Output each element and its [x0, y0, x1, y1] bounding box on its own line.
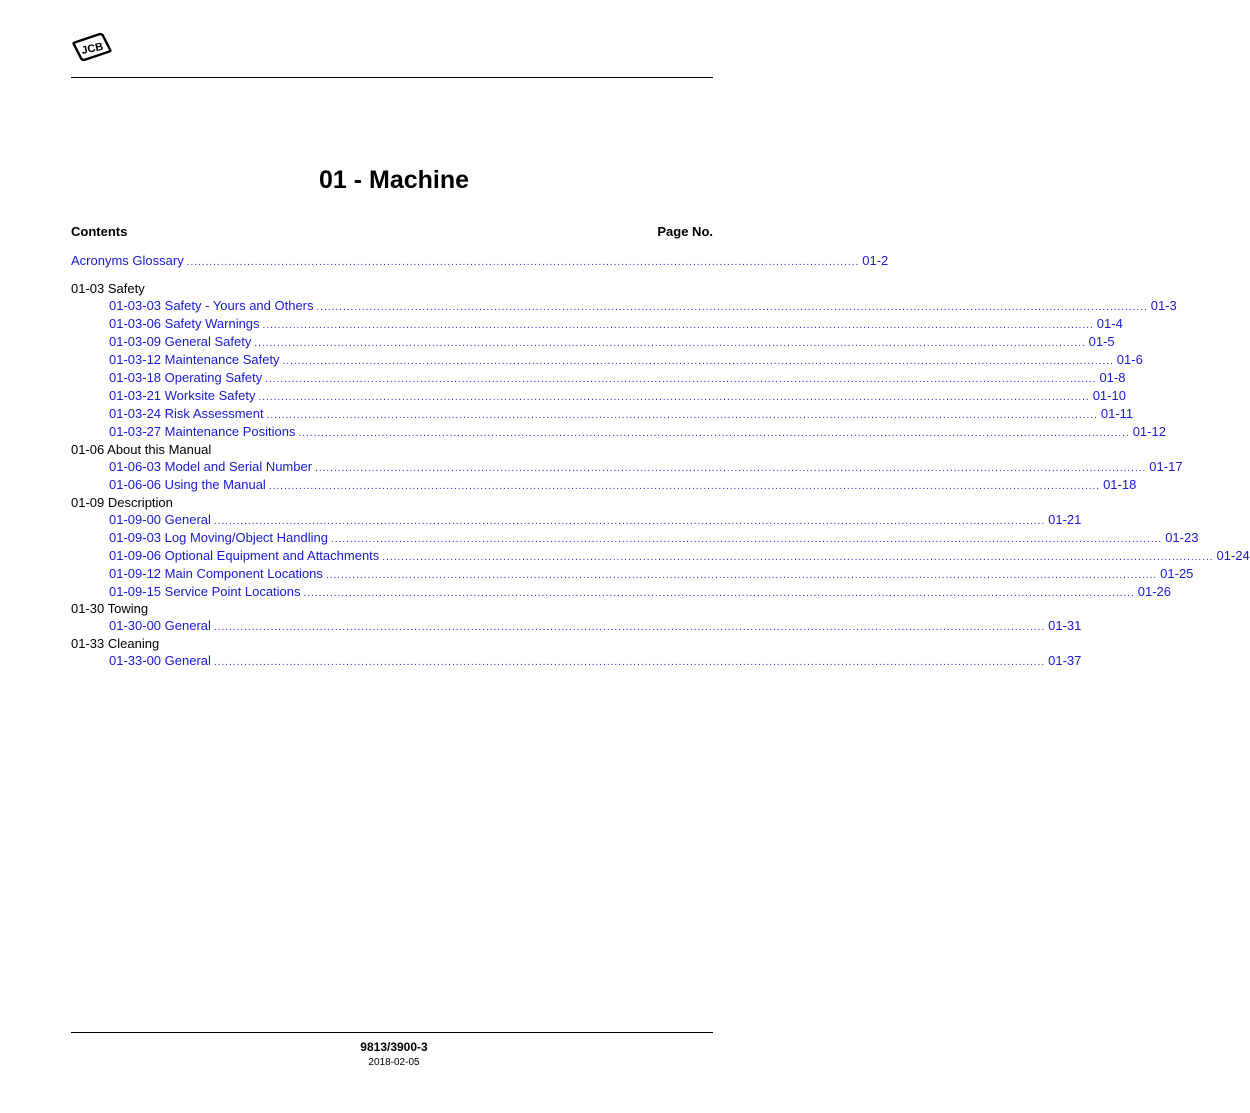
toc-entry-page: 01-11: [1100, 406, 1134, 421]
contents-heading: Contents: [71, 224, 128, 239]
header-rule: [71, 77, 713, 78]
toc-section-heading: 01-30 Towing: [71, 601, 149, 616]
toc-entry-label: 01-09-15 Service Point Locations: [109, 584, 301, 599]
toc-entry-page: 01-3: [1150, 298, 1177, 313]
svg-text:JCB: JCB: [80, 40, 105, 58]
toc-entry-page: 01-17: [1149, 459, 1183, 474]
toc-entry[interactable]: [109, 458, 1183, 476]
toc-entry-page: 01-6: [1116, 352, 1143, 367]
toc-entry-page: 01-31: [1048, 618, 1082, 633]
toc-entry[interactable]: [109, 511, 1082, 529]
toc-entry[interactable]: [109, 405, 1134, 423]
toc-entry-acronyms[interactable]: [71, 252, 889, 270]
footer-rule: [71, 1032, 713, 1033]
dot-leader: ............................................................................................................................................................................................................................: [265, 374, 1097, 385]
toc-entry[interactable]: [109, 617, 1082, 635]
dot-leader: ............................................................................................................................................................................................................................: [258, 392, 1090, 403]
toc-entry[interactable]: [109, 297, 1177, 315]
toc-entry-label: 01-03-12 Maintenance Safety: [109, 352, 280, 367]
dot-leader: ............................................................................................................................................................................................................................: [382, 552, 1214, 563]
publication-date: 2018-02-05: [368, 1057, 420, 1068]
dot-leader: ............................................................................................................................................................................................................................: [262, 320, 1094, 331]
toc-entry[interactable]: [109, 529, 1199, 547]
toc-entry-label: 01-03-18 Operating Safety: [109, 370, 263, 385]
toc-entry-page: 01-26: [1137, 584, 1171, 599]
dot-leader: ............................................................................................................................................................................................................................: [315, 463, 1147, 474]
dot-leader: ............................................................................................................................................................................................................................: [254, 338, 1086, 349]
toc-entry[interactable]: [109, 565, 1194, 583]
toc-entry-label: 01-03-09 General Safety: [109, 334, 252, 349]
toc-entry-label: 01-06-03 Model and Serial Number: [109, 459, 313, 474]
toc-entry[interactable]: [109, 387, 1126, 405]
toc-section-heading: 01-03 Safety: [71, 281, 145, 296]
toc-section-heading: 01-09 Description: [71, 495, 173, 510]
toc-entry-page: 01-4: [1096, 316, 1123, 331]
toc-entry-label: 01-09-06 Optional Equipment and Attachments: [109, 548, 380, 563]
dot-leader: ............................................................................................................................................................................................................................: [325, 570, 1158, 581]
toc-section-heading: 01-06 About this Manual: [71, 442, 212, 457]
dot-leader: ............................................................................................................................................................................................................................: [316, 302, 1148, 313]
toc-entry[interactable]: [109, 547, 1250, 565]
toc-entry-label: Acronyms Glossary: [71, 253, 184, 268]
toc-entry-page: 01-21: [1048, 512, 1082, 527]
dot-leader: ............................................................................................................................................................................................................................: [303, 588, 1135, 599]
toc-entry[interactable]: [109, 652, 1082, 670]
toc-entry-page: 01-18: [1103, 477, 1137, 492]
toc-entry[interactable]: [109, 583, 1171, 601]
toc-entry-page: 01-23: [1165, 530, 1199, 545]
toc-entry-page: 01-10: [1092, 388, 1126, 403]
toc-entry-label: 01-09-00 General: [109, 512, 211, 527]
dot-leader: ............................................................................................................................................................................................................................: [213, 622, 1046, 633]
dot-leader: ............................................................................................................................................................................................................................: [298, 428, 1130, 439]
document-number: 9813/3900-3: [360, 1040, 428, 1054]
page-no-heading: Page No.: [657, 224, 713, 239]
dot-leader: ..................................................................................................................................................................................: [186, 257, 860, 268]
toc-entry-label: 01-03-24 Risk Assessment: [109, 406, 264, 421]
toc-entry[interactable]: [109, 315, 1123, 333]
dot-leader: ............................................................................................................................................................................................................................: [268, 481, 1101, 492]
dot-leader: ............................................................................................................................................................................................................................: [282, 356, 1114, 367]
dot-leader: ............................................................................................................................................................................................................................: [213, 516, 1046, 527]
toc-entry-label: 01-03-03 Safety - Yours and Others: [109, 298, 314, 313]
dot-leader: ............................................................................................................................................................................................................................: [266, 410, 1098, 421]
toc-entry-page: 01-37: [1048, 653, 1082, 668]
toc-entry[interactable]: [109, 476, 1137, 494]
jcb-logo: [71, 30, 113, 64]
page-title: 01 - Machine: [318, 166, 470, 194]
toc-entry[interactable]: [109, 369, 1126, 387]
toc-entry[interactable]: [109, 333, 1115, 351]
toc-entry-label: 01-30-00 General: [109, 618, 211, 633]
dot-leader: ............................................................................................................................................................................................................................: [330, 534, 1163, 545]
toc-entry-label: 01-03-27 Maintenance Positions: [109, 424, 296, 439]
dot-leader: ............................................................................................................................................................................................................................: [213, 657, 1046, 668]
toc-entry-page: 01-2: [862, 253, 889, 268]
toc-entry[interactable]: [109, 351, 1143, 369]
toc-entry-page: 01-8: [1099, 370, 1126, 385]
toc-section-heading: 01-33 Cleaning: [71, 636, 160, 651]
toc-entry-label: 01-03-06 Safety Warnings: [109, 316, 260, 331]
toc-entry-page: 01-25: [1160, 566, 1194, 581]
toc-entry-label: 01-33-00 General: [109, 653, 211, 668]
toc-entry-page: 01-5: [1088, 334, 1115, 349]
toc-entry-label: 01-06-06 Using the Manual: [109, 477, 266, 492]
toc-entry-label: 01-09-03 Log Moving/Object Handling: [109, 530, 328, 545]
toc-entry-label: 01-09-12 Main Component Locations: [109, 566, 323, 581]
toc-entry[interactable]: [109, 423, 1166, 441]
toc-entry-page: 01-12: [1132, 424, 1166, 439]
toc-entry-label: 01-03-21 Worksite Safety: [109, 388, 256, 403]
toc-entry-page: 01-24: [1216, 548, 1250, 563]
